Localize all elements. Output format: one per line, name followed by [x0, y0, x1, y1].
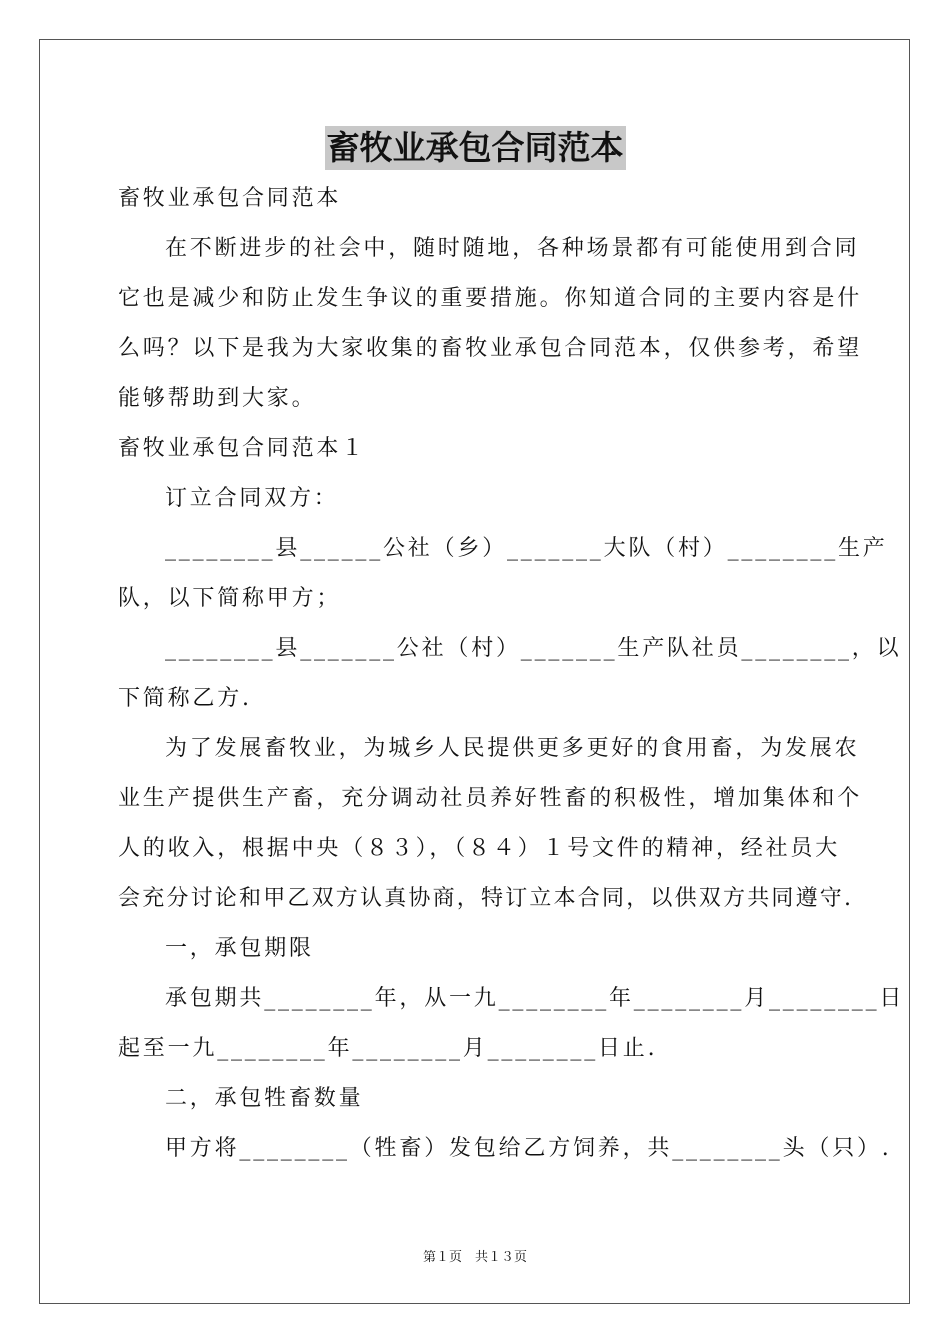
- title-container: [0, 126, 950, 170]
- body-line: 在不断进步的社会中，随时随地，各种场景都有可能使用到合同: [165, 236, 860, 261]
- body-line: 下简称乙方.: [118, 686, 252, 711]
- clause-heading: 二，承包牲畜数量: [165, 1086, 364, 1111]
- body-line: 么吗？以下是我为大家收集的畜牧业承包合同范本，仅供参考，希望: [118, 336, 863, 361]
- livestock-line: 甲方将________（牲畜）发包给乙方饲养，共________头（只）.: [165, 1136, 892, 1161]
- body-line: 队，以下简称甲方；: [118, 586, 342, 611]
- body-line: 业生产提供生产畜，充分调动社员养好牲畜的积极性，增加集体和个: [118, 786, 863, 811]
- document-title: 畜牧业承包合同范本: [325, 126, 626, 170]
- party-b-line: ________县_______公社（村）_______生产队社员________，以: [165, 636, 902, 661]
- section-heading: 畜牧业承包合同范本１: [118, 436, 367, 461]
- term-line: 起至一九________年________月________日止.: [118, 1036, 658, 1061]
- body-line: 人的收入，根据中央（８３），（８４）１号文件的精神，经社员大: [118, 836, 841, 861]
- term-line: 承包期共________年，从一九________年________月________日: [165, 986, 905, 1011]
- subtitle-line: 畜牧业承包合同范本: [118, 186, 342, 211]
- page-border: [39, 39, 910, 1304]
- party-a-line: ________县______公社（乡）_______大队（村）________生产: [165, 536, 888, 561]
- clause-heading: 一，承包期限: [165, 936, 314, 961]
- body-line: 会充分讨论和甲乙双方认真协商，特订立本合同，以供双方共同遵守.: [118, 886, 854, 911]
- body-line: 它也是减少和防止发生争议的重要措施。你知道合同的主要内容是什: [118, 286, 863, 311]
- body-line: 能够帮助到大家。: [118, 386, 317, 411]
- body-line: 为了发展畜牧业，为城乡人民提供更多更好的食用畜，为发展农: [165, 736, 860, 761]
- body-line: 订立合同双方：: [165, 486, 339, 511]
- page-number: 第１页 共１３页: [422, 1250, 527, 1265]
